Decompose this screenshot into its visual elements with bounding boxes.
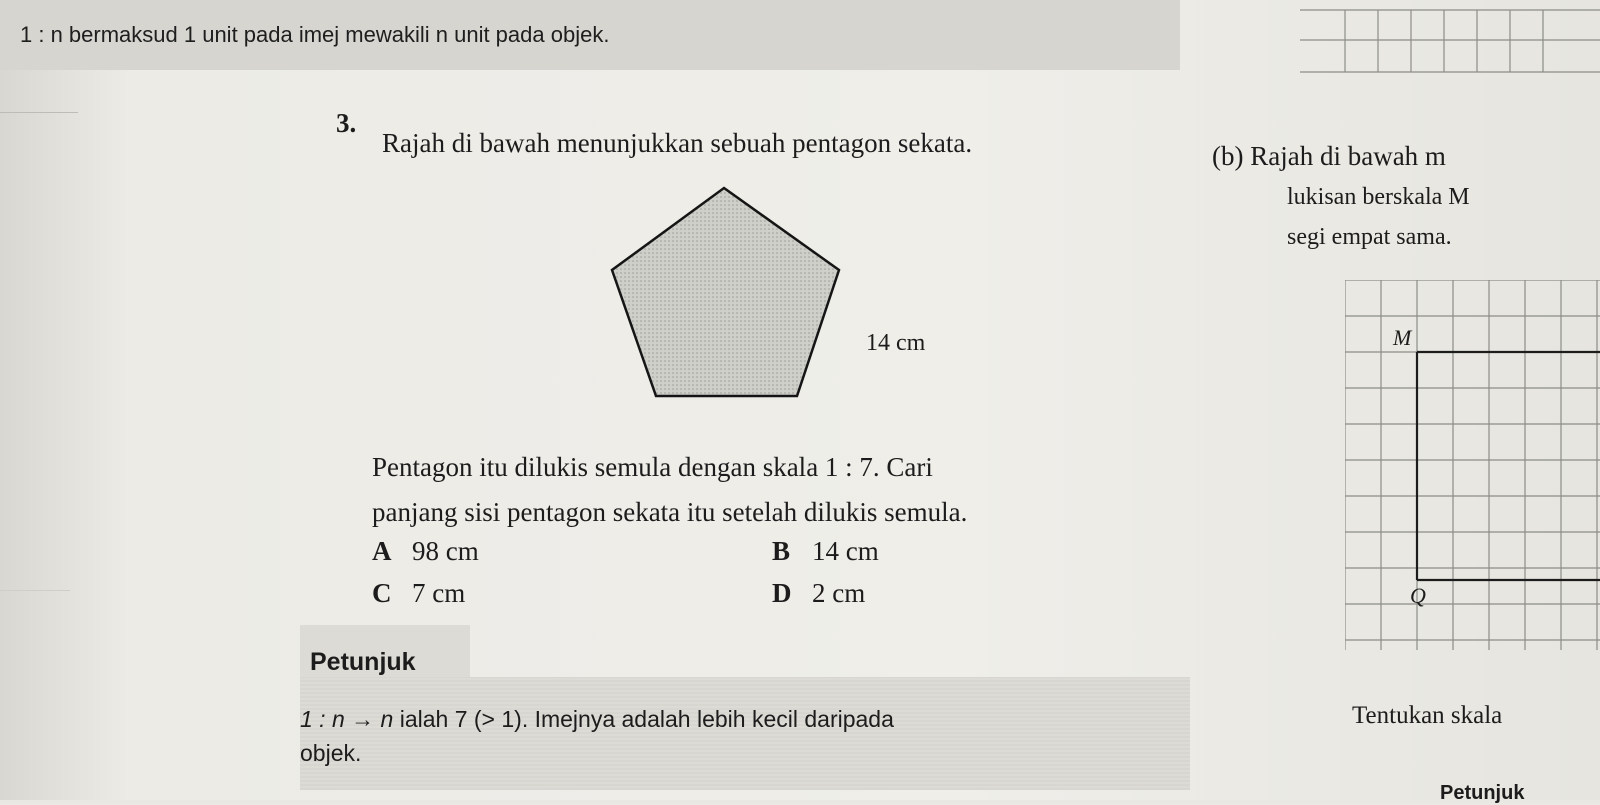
option-d[interactable] [772, 578, 865, 609]
grid-label-m: M [1393, 325, 1412, 350]
option-letter: D [772, 578, 792, 608]
hint-body-box [300, 677, 1190, 790]
square-grid [1345, 280, 1600, 660]
part-b-label: (b) Rajah di bawah m [1212, 141, 1446, 171]
option-text: 98 cm [412, 536, 479, 566]
hint-line2: objek. [300, 740, 362, 766]
side-length-label: 14 cm [866, 330, 926, 356]
option-text: 2 cm [812, 578, 866, 608]
question-text: Rajah di bawah menunjukkan sebuah pentagon sekata. [382, 128, 973, 158]
question-number: 3. [336, 108, 357, 138]
question-paragraph-line2: panjang sisi pentagon sekata itu setelah dilukis semula. [372, 497, 968, 527]
option-text: 14 cm [812, 536, 879, 566]
option-letter: A [372, 536, 392, 566]
option-letter: C [372, 578, 392, 608]
option-b[interactable] [772, 536, 879, 567]
part-b-line2: lukisan berskala M [1287, 184, 1470, 210]
pentagon-shape [612, 188, 839, 396]
grid-label-q: Q [1410, 583, 1426, 608]
part-b-line3: segi empat sama. [1287, 224, 1452, 250]
hint-line1-rest: ialah 7 (> 1). Imejnya adalah lebih kecil daripada [393, 706, 894, 732]
top-grid [1300, 0, 1600, 75]
hint-title: Petunjuk [310, 648, 416, 676]
hint-ratio: 1 : n → n [300, 706, 394, 732]
regular-pentagon-figure [600, 180, 850, 400]
top-note-text: 1 : n bermaksud 1 unit pada imej mewakili n unit pada objek. [20, 22, 610, 47]
option-a[interactable] [372, 536, 479, 567]
option-text: 7 cm [412, 578, 466, 608]
question-paragraph-line1: Pentagon itu dilukis semula dengan skala 1 : 7. Cari [372, 452, 933, 482]
right-hint-title: Petunjuk [1440, 782, 1525, 804]
margin-line [0, 112, 78, 113]
hint-line1 [300, 706, 894, 733]
part-b-bottom-text: Tentukan skala [1352, 702, 1503, 729]
option-letter: B [772, 536, 791, 566]
option-c[interactable] [372, 578, 465, 609]
margin-line [0, 590, 70, 591]
